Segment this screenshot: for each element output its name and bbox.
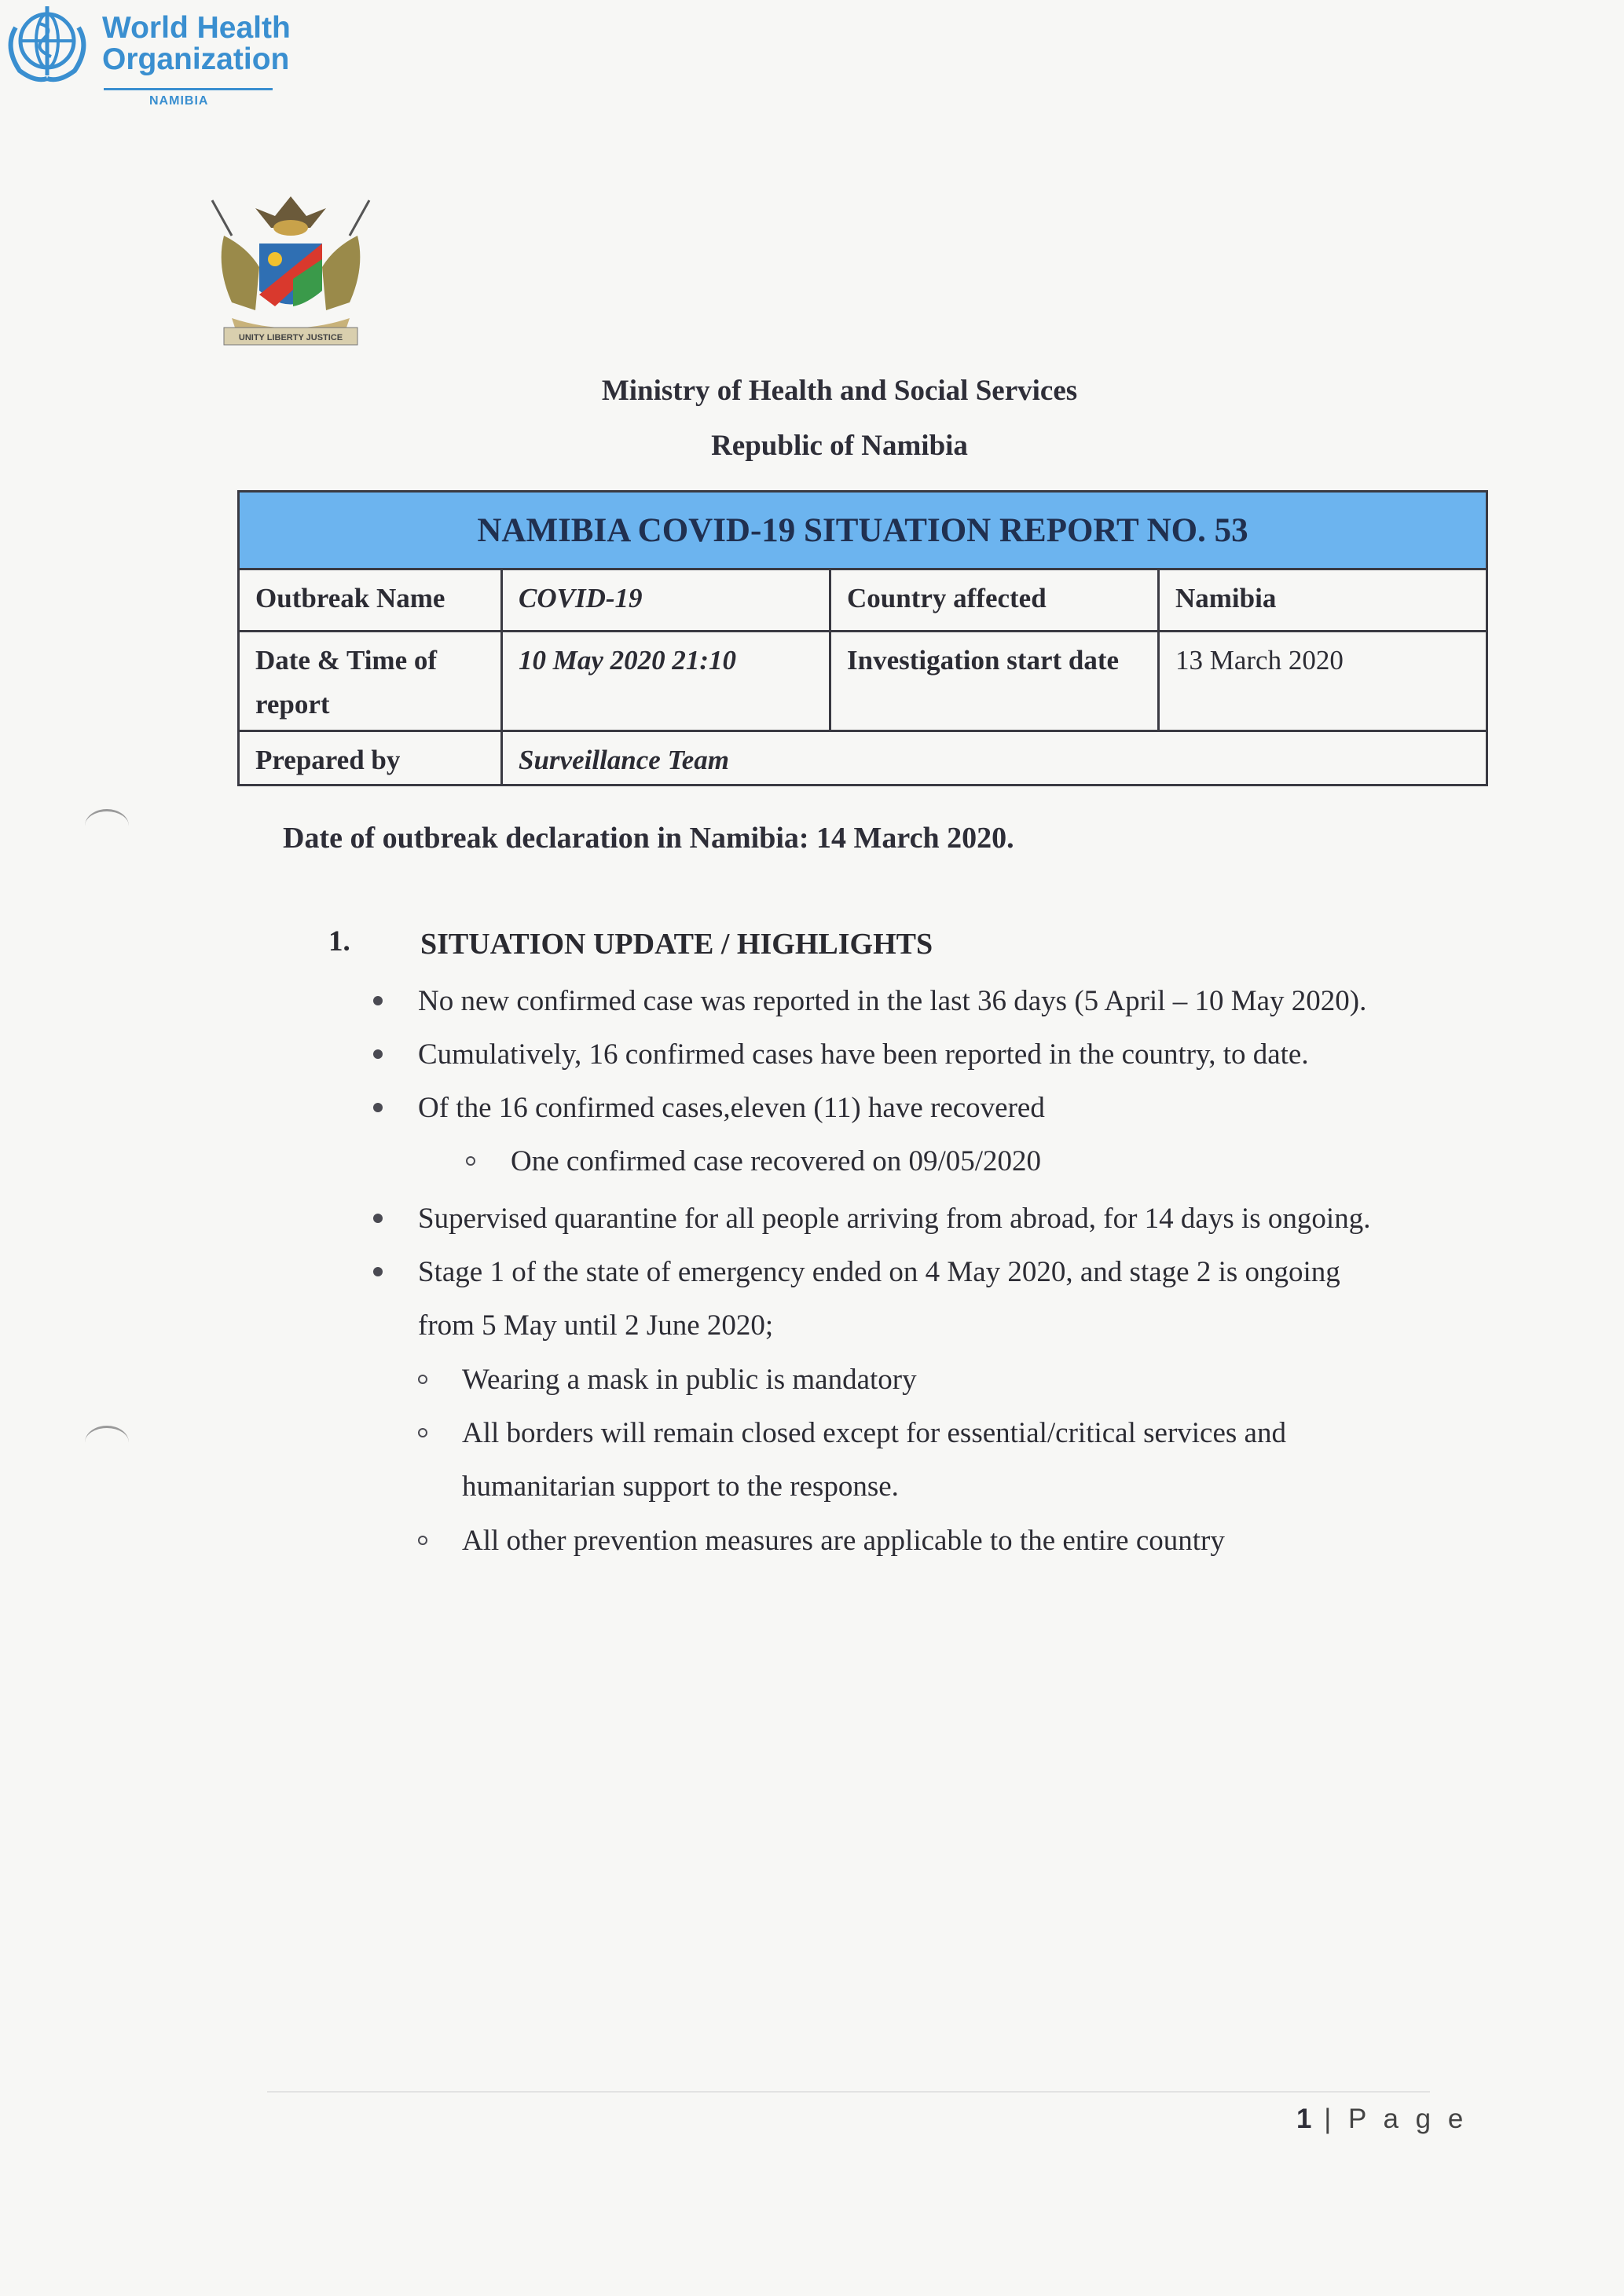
coat-of-arms-motto: UNITY LIBERTY JUSTICE [238, 333, 343, 342]
bullet-icon [373, 1049, 383, 1059]
outbreak-name-value: COVID-19 [503, 570, 831, 630]
list-item: Of the 16 confirmed cases,eleven (11) have recovered [418, 1092, 1045, 1124]
list-sub-item: All other prevention measures are applicable to the entire country [462, 1525, 1225, 1557]
republic-heading: Republic of Namibia [711, 430, 968, 462]
country-affected-value: Namibia [1175, 583, 1277, 613]
outbreak-name-label: Outbreak Name [240, 570, 503, 630]
section-number: 1. [328, 925, 350, 958]
namibia-coat-of-arms-logo [200, 192, 381, 353]
table-row [240, 570, 1486, 632]
table-row [240, 632, 1486, 732]
bullet-icon [373, 996, 383, 1005]
investigation-start-value: 13 March 2020 [1175, 645, 1344, 676]
bullet-icon [373, 1267, 383, 1276]
section-title: SITUATION UPDATE / HIGHLIGHTS [420, 928, 933, 961]
list-sub-item: Wearing a mask in public is mandatory [462, 1364, 917, 1396]
page-number: 1 | P a g e [1296, 2104, 1468, 2134]
report-title: NAMIBIA COVID-19 SITUATION REPORT NO. 53 [240, 493, 1486, 570]
who-name-text: World Health Organization [102, 11, 291, 76]
report-datetime-label: Date & Time of report [240, 632, 503, 730]
investigation-start-label: Investigation start date [831, 632, 1160, 730]
scan-mark [85, 1426, 129, 1459]
sub-bullet-icon [418, 1536, 427, 1545]
list-sub-item: All borders will remain closed except for essential/critical services and [462, 1417, 1286, 1449]
who-country-label: NAMIBIA [149, 94, 209, 108]
scan-mark [85, 809, 129, 843]
footer-rule [267, 2091, 1430, 2093]
report-datetime-value: 10 May 2020 21:10 [503, 632, 831, 730]
list-item: Stage 1 of the state of emergency ended on 4 May 2020, and stage 2 is ongoing [418, 1256, 1340, 1288]
bullet-icon [373, 1103, 383, 1112]
who-rule [104, 88, 273, 90]
sub-bullet-icon [418, 1428, 427, 1437]
who-emblem-icon [0, 0, 98, 86]
sub-bullet-icon [418, 1375, 427, 1384]
outbreak-declaration: Date of outbreak declaration in Namibia: 14 March 2020. [283, 822, 1014, 855]
sub-bullet-icon [466, 1156, 475, 1166]
prepared-by-value: Surveillance Team [519, 745, 730, 775]
list-item: Cumulatively, 16 confirmed cases have been reported in the country, to date. [418, 1038, 1309, 1071]
ministry-heading: Ministry of Health and Social Services [601, 375, 1078, 407]
table-row [240, 732, 1486, 784]
country-affected-label: Country affected [831, 570, 1160, 630]
report-info-table [237, 490, 1488, 786]
list-sub-item-continuation: humanitarian support to the response. [462, 1470, 899, 1503]
prepared-by-label: Prepared by [240, 732, 503, 784]
list-item: No new confirmed case was reported in the last 36 days (5 April – 10 May 2020). [418, 985, 1367, 1017]
bullet-icon [373, 1214, 383, 1223]
who-logo [0, 0, 291, 118]
list-item: Supervised quarantine for all people arriving from abroad, for 14 days is ongoing. [418, 1203, 1371, 1235]
list-sub-item: One confirmed case recovered on 09/05/2020 [511, 1145, 1041, 1177]
list-item-continuation: from 5 May until 2 June 2020; [418, 1309, 774, 1342]
